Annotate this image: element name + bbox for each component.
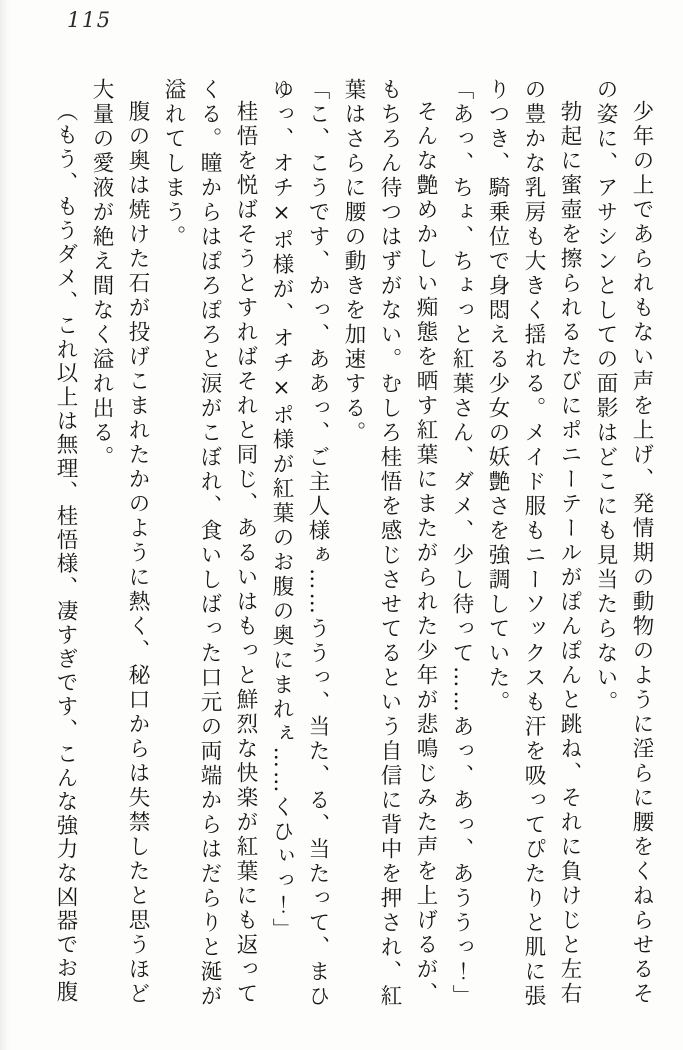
paragraph: 腹の奥は焼けた石が投げこまれたかのように熱く、秘口からは失禁したと思うほど大量の愛液が絶え間なく溢れ出る。 <box>89 78 150 1006</box>
paragraph: 勃起に蜜壺を擦られるたびにポニーテールがぽんぽんと跳ね、それに負けじと左右の豊かな乳房も大きく揺れる。メイド服もニーソックスも汗を吸ってぴたりと肌に張りつき、騎乗位で身悶える少女の妖艶さを強調していた。 <box>485 78 582 1009</box>
page-number: 115 <box>67 8 112 32</box>
paragraph-dialogue: 「こ、こうです、かっ、ああっ、ご主人様ぁ……ううっ、当た、る、当たって、まひゆっ、オチ×ポ様が、オチ×ポ様が紅葉のお腹の奥にまれぇ……くひぃっ！」 <box>269 78 330 1009</box>
paragraph: 桂悟を悦ばそうとすればそれと同じ、あるいはもっと鮮烈な快楽が紅葉にも返ってくる。瞳からはぽろぽろと涙がこぼれ、食いしばった口元の両端からはだらりと涎が溢れてしまう。 <box>161 78 258 1009</box>
paragraph: そんな艶めかしい痴態を晒す紅葉にまたがられた少年が悲鳴じみた声を上げるが、もちろん待つはずがない。むしろ桂悟を感じさせてるという自信に背中を押され、紅葉はさらに腰の動きを加速する。 <box>341 78 438 1009</box>
paragraph: 少年の上であられもない声を上げ、発情期の動物のように淫らに腰をくねらせるその姿に、アサシンとしての面影はどこにも見当たらない。 <box>593 78 654 1006</box>
paragraph-inner-monologue: （もう、もうダメ、これ以上は無理、桂悟様、凄すぎです、こんな強力な凶器でお腹 <box>53 99 78 1004</box>
body-text <box>47 78 659 1011</box>
paragraph-dialogue: 「あっ、ちょ、ちょっと紅葉さん、ダメ、少し待って……あっ、あっ、あううっ！」 <box>449 78 474 1009</box>
